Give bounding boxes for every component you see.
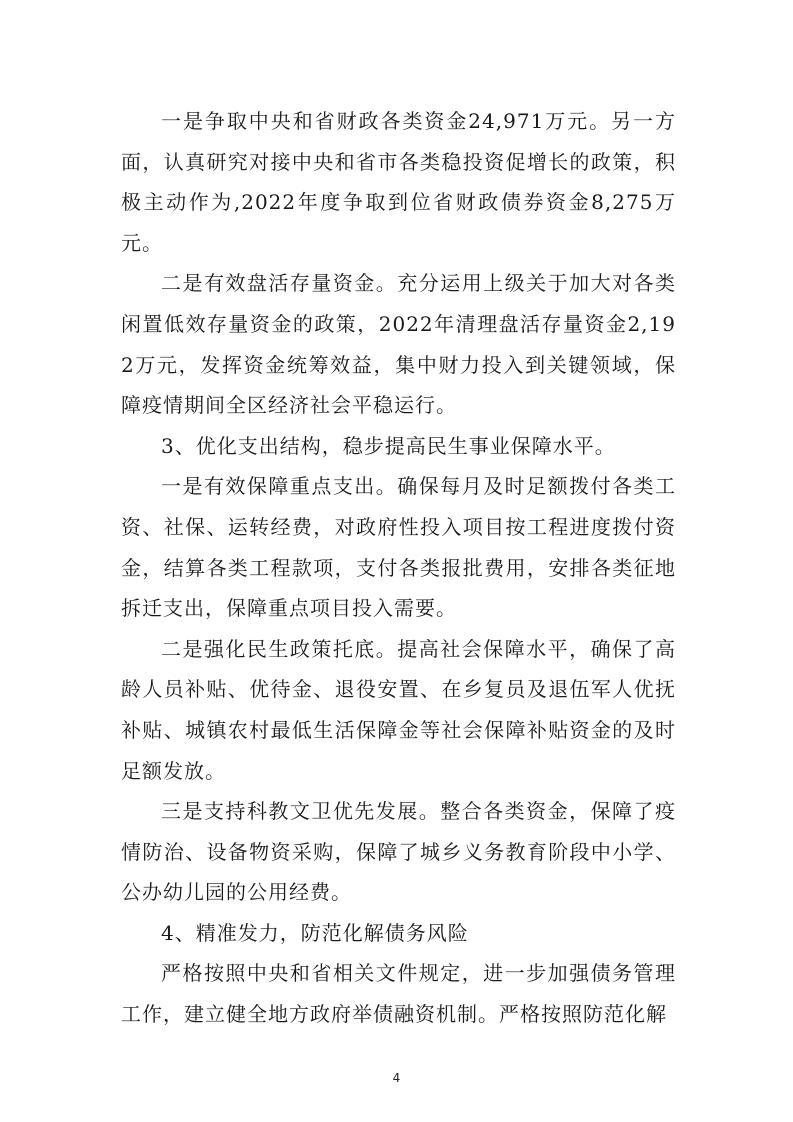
section-heading-debt-risk: 4、精准发力，防范化解债务风险 <box>161 920 469 945</box>
paragraph-debt-management: 严格按照中央和省相关文件规定，进一步加强债务管理工作，建立健全地方政府举债融资机制。严格按照防范化解 <box>121 961 676 1027</box>
paragraph-revitalize-funds: 二是有效盘活存量资金。充分运用上级关于加大对各类闲置低效存量资金的政策，2022年清理盘活存量资金2,192万元，发挥资金统筹效益，集中财力投入到关键领域，保障疫情期间全区经济社会平稳运行。 <box>121 271 676 418</box>
document-body <box>121 101 676 1035</box>
section-heading-optimize-spending: 3、优化支出结构，稳步提高民生事业保障水平。 <box>161 433 616 458</box>
page-number: 4 <box>392 1071 401 1085</box>
paragraph-science-education-health: 三是支持科教文卫优先发展。整合各类资金，保障了疫情防治、设备物资采购，保障了城乡义务教育阶段中小学、公办幼儿园的公用经费。 <box>121 799 676 905</box>
paragraph-funding-acquisition: 一是争取中央和省财政各类资金24,971万元。另一方面，认真研究对接中央和省市各类稳投资促增长的政策，积极主动作为,2022年度争取到位省财政债券资金8,275万元。 <box>121 109 676 255</box>
paragraph-key-expenditures: 一是有效保障重点支出。确保每月及时足额拨付各类工资、社保、运转经费，对政府性投入项目按工程进度拨付资金，结算各类工程款项，支付各类报批费用，安排各类征地拆迁支出，保障重点项目投入需要。 <box>121 474 676 621</box>
paragraph-livelihood-policy: 二是强化民生政策托底。提高社会保障水平，确保了高龄人员补贴、优待金、退役安置、在乡复员及退伍军人优抚补贴、城镇农村最低生活保障金等社会保障补贴资金的及时足额发放。 <box>121 636 676 783</box>
